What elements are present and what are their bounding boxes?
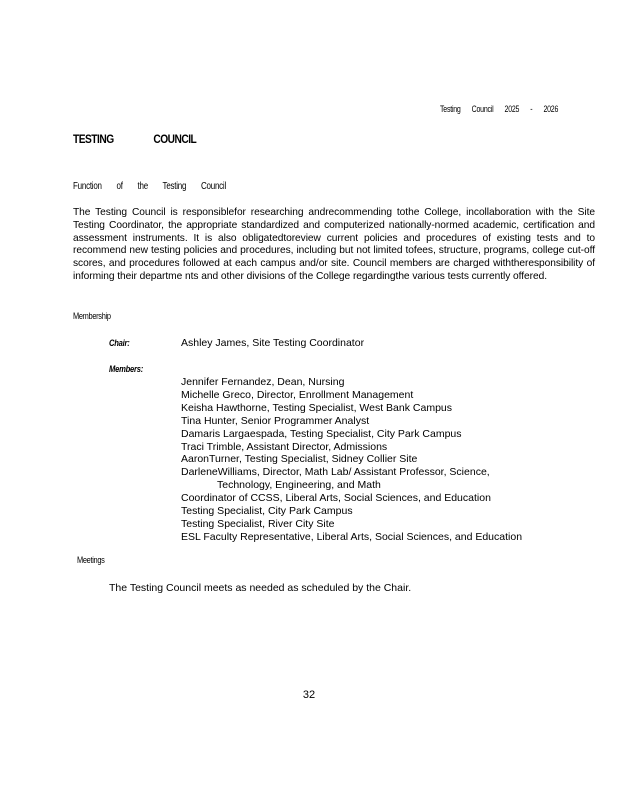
members-list [181, 376, 522, 544]
list-item: Michelle Greco, Director, Enrollment Management [181, 388, 414, 401]
list-item: Tina Hunter, Senior Programmer Analyst [181, 414, 370, 427]
chair-value: Ashley James, Site Testing Coordinator [181, 337, 365, 349]
list-item: Traci Trimble, Assistant Director, Admissions [181, 440, 388, 453]
members-label: Members: [109, 364, 143, 375]
meetings-text: The Testing Council meets as needed as scheduled by the Chair. [109, 582, 412, 594]
list-item: AaronTurner, Testing Specialist, Sidney Collier Site [181, 453, 418, 466]
membership-heading: Membership [73, 311, 111, 322]
chair-label: Chair: [109, 338, 130, 349]
running-header: Testing Council 2025 - 2026 [440, 104, 559, 114]
list-item: Damaris Largaespada, Testing Specialist, City Park Campus [181, 427, 462, 440]
list-item: Keisha Hawthorne, Testing Specialist, West Bank Campus [181, 401, 452, 414]
list-item: DarleneWilliams, Director, Math Lab/ Assistant Professor, Science, [181, 466, 490, 479]
meetings-heading: Meetings [77, 555, 105, 566]
page-title: TESTING COUNCIL [73, 132, 197, 146]
list-item: Coordinator of CCSS, Liberal Arts, Social Sciences, and Education [181, 492, 491, 505]
list-item: Testing Specialist, River City Site [181, 517, 335, 530]
list-item: Jennifer Fernandez, Dean, Nursing [181, 376, 345, 388]
function-heading: Function of the Testing Council [73, 181, 227, 192]
function-paragraph: The Testing Council is responsiblefor researching andrecommending tothe College, incollaboration with the Site Testing Coordinator, the appropriate standardized and computerized nationally-normed academic, certification and assessment instruments. It is also obligatedtoreview current policies and procedures of existing tests and to recommend new testing policies and procedures, including but not limited tofees, structure, programs, college cut-off scores, and procedures followed at each campus and/or site. Council members are charged withtheresponsibility of informing their departme nts and other divisions of the College regardingthe various tests currently offered. [73, 207, 595, 282]
page-number: 32 [302, 689, 316, 701]
list-item: ESL Faculty Representative, Liberal Arts, Social Sciences, and Education [181, 530, 523, 543]
list-item-continuation: Technology, Engineering, and Math [217, 479, 381, 492]
list-item: Testing Specialist, City Park Campus [181, 505, 353, 518]
